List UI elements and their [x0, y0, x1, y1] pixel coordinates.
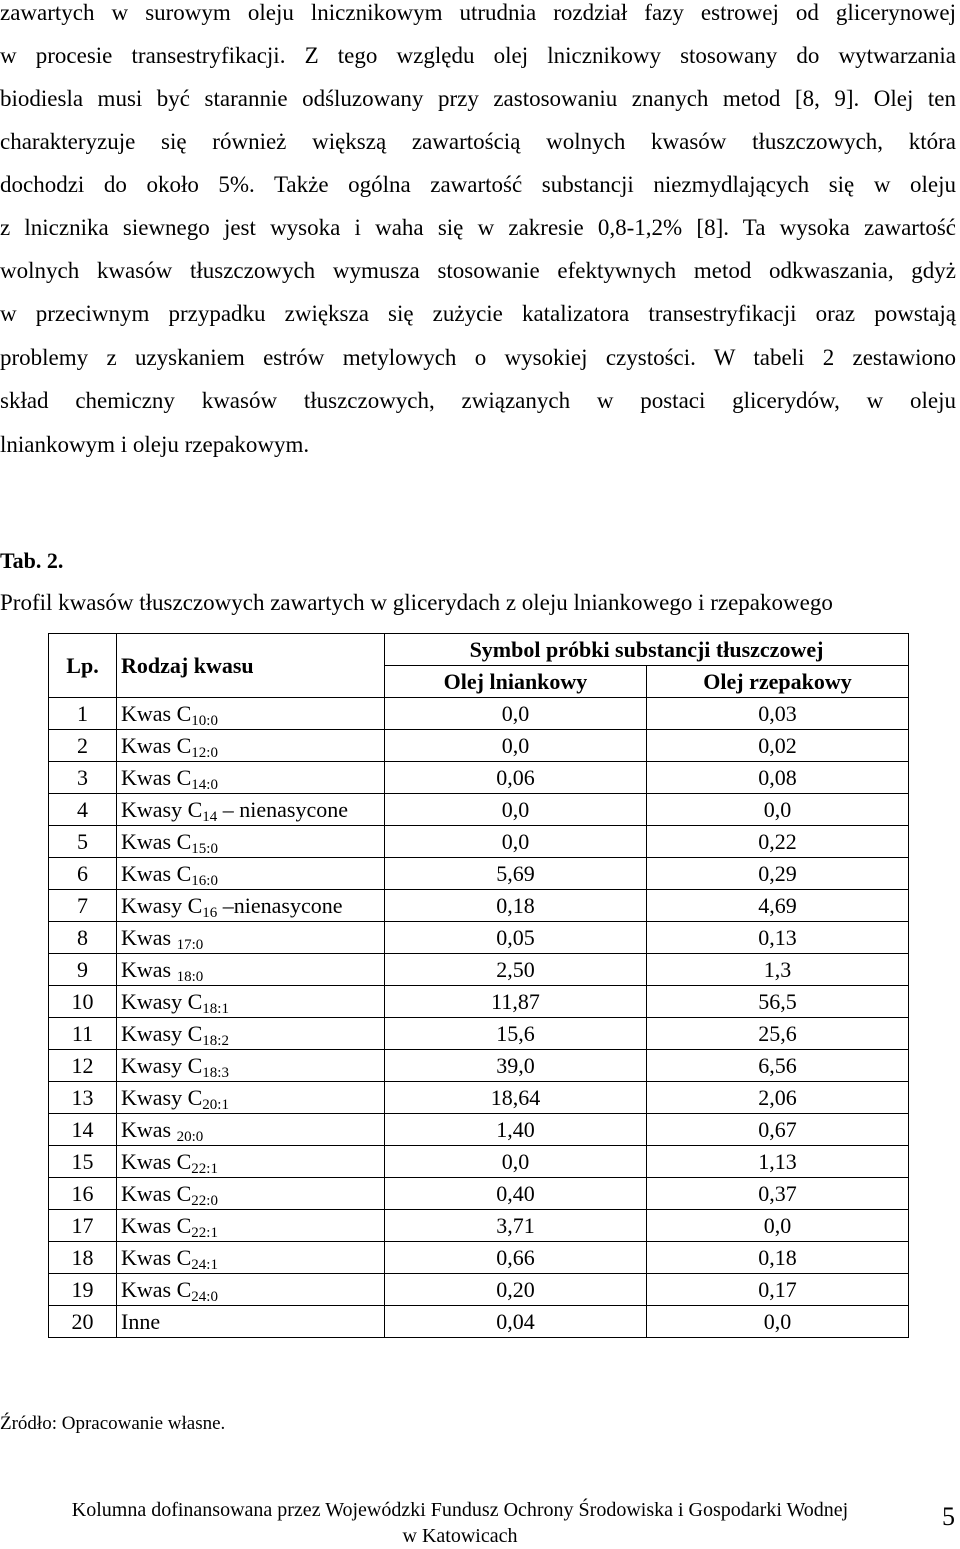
- cell-lp: 5: [49, 826, 117, 858]
- acid-name-text: Kwas C: [121, 1276, 192, 1302]
- header-lniankowy: Olej lniankowy: [385, 666, 647, 698]
- footer-line: w Katowicach: [402, 1525, 518, 1547]
- header-acid-type: Rodzaj kwasu: [117, 634, 385, 698]
- paragraph-line: biodiesla musi być starannie odśluzowany przy zastosowaniu znanych metod [8, 9]. Olej ten: [0, 86, 956, 111]
- cell-lp: 19: [49, 1274, 117, 1306]
- table-row: [49, 1146, 909, 1178]
- carbon-subscript: 17:0: [176, 936, 204, 953]
- cell-rzepakowy: 0,22: [647, 826, 909, 858]
- carbon-subscript: 24:0: [191, 1288, 218, 1305]
- carbon-subscript: 10:0: [191, 712, 218, 729]
- table-row: [49, 1274, 909, 1306]
- cell-lniankowy: 3,71: [385, 1210, 647, 1242]
- cell-lniankowy: 11,87: [385, 986, 647, 1018]
- acid-name-text: Kwas C: [121, 860, 192, 886]
- header-lp: Lp.: [49, 634, 117, 698]
- cell-rzepakowy: 0,0: [647, 1210, 909, 1242]
- cell-lniankowy: 0,0: [385, 698, 647, 730]
- cell-lniankowy: 1,40: [385, 1114, 647, 1146]
- cell-rzepakowy: 1,3: [647, 954, 909, 986]
- cell-rzepakowy: 0,29: [647, 858, 909, 890]
- acid-name-text: Kwas C: [121, 700, 192, 726]
- table-row: [49, 730, 909, 762]
- cell-acid-name: [117, 794, 385, 826]
- cell-lp: 14: [49, 1114, 117, 1146]
- cell-lp: 18: [49, 1242, 117, 1274]
- footer: [40, 1497, 880, 1549]
- carbon-subscript: 16:0: [191, 872, 218, 889]
- acid-name-text: Kwas: [121, 1116, 177, 1142]
- cell-acid-name: [117, 1018, 385, 1050]
- cell-rzepakowy: 0,37: [647, 1178, 909, 1210]
- cell-lniankowy: 15,6: [385, 1018, 647, 1050]
- acid-name-text: Kwas C: [121, 1180, 192, 1206]
- cell-acid-name: [117, 1306, 385, 1338]
- acid-name-suffix: – nienasycone: [217, 796, 349, 822]
- cell-acid-name: [117, 954, 385, 986]
- cell-rzepakowy: 0,17: [647, 1274, 909, 1306]
- acid-name-text: Kwas C: [121, 828, 192, 854]
- acid-name-text: Kwas C: [121, 764, 192, 790]
- cell-lp: 11: [49, 1018, 117, 1050]
- acid-name-text: Kwas: [121, 956, 177, 982]
- cell-lp: 9: [49, 954, 117, 986]
- cell-acid-name: [117, 1178, 385, 1210]
- acid-name-text: Kwasy C: [121, 988, 203, 1014]
- cell-lniankowy: 0,0: [385, 826, 647, 858]
- acid-name-text: Kwasy C: [121, 1084, 203, 1110]
- page-number: 5: [942, 1502, 955, 1531]
- table-label: Tab. 2.: [0, 548, 64, 573]
- cell-lp: 20: [49, 1306, 117, 1338]
- paragraph-line: problemy z uzyskaniem estrów metylowych o wysokiej czystości. W tabeli 2 zestawiono: [0, 345, 956, 370]
- carbon-subscript: 18:0: [176, 968, 204, 985]
- carbon-subscript: 20:1: [202, 1096, 229, 1113]
- cell-acid-name: [117, 858, 385, 890]
- cell-lp: 2: [49, 730, 117, 762]
- cell-lniankowy: 0,66: [385, 1242, 647, 1274]
- cell-acid-name: [117, 1082, 385, 1114]
- cell-acid-name: [117, 762, 385, 794]
- paragraph-line: w procesie transestryfikacji. Z tego względu olej lnicznikowy stosowany do wytwarzania: [0, 43, 956, 68]
- cell-lp: 4: [49, 794, 117, 826]
- fatty-acid-table: [48, 633, 909, 1338]
- carbon-subscript: 18:2: [202, 1032, 229, 1049]
- paragraph-line: skład chemiczny kwasów tłuszczowych, związanych w postaci glicerydów, w oleju: [0, 388, 956, 413]
- table-row: [49, 1050, 909, 1082]
- paragraph-line: w przeciwnym przypadku zwiększa się zużycie katalizatora transestryfikacji oraz powstają: [0, 301, 956, 326]
- header-sample-symbol: Symbol próbki substancji tłuszczowej: [385, 634, 909, 666]
- table-row: [49, 1242, 909, 1274]
- source-note: Źródło: Opracowanie własne.: [0, 1413, 226, 1434]
- table-row: [49, 1178, 909, 1210]
- cell-lniankowy: 0,06: [385, 762, 647, 794]
- cell-rzepakowy: 1,13: [647, 1146, 909, 1178]
- paragraph-line: wolnych kwasów tłuszczowych wymusza stosowanie efektywnych metod odkwaszania, gdyż: [0, 258, 956, 283]
- acid-name-text: Kwas C: [121, 732, 192, 758]
- carbon-subscript: 16: [202, 904, 218, 921]
- table-row: [49, 1018, 909, 1050]
- cell-lniankowy: 0,20: [385, 1274, 647, 1306]
- acid-name-suffix: –nienasycone: [217, 892, 343, 918]
- table-row: [49, 922, 909, 954]
- cell-acid-name: [117, 698, 385, 730]
- cell-rzepakowy: 0,0: [647, 1306, 909, 1338]
- cell-rzepakowy: 0,08: [647, 762, 909, 794]
- cell-lp: 16: [49, 1178, 117, 1210]
- cell-rzepakowy: 2,06: [647, 1082, 909, 1114]
- acid-name-text: Kwas: [121, 924, 177, 950]
- cell-rzepakowy: 4,69: [647, 890, 909, 922]
- cell-lp: 7: [49, 890, 117, 922]
- cell-acid-name: [117, 890, 385, 922]
- carbon-subscript: 22:1: [191, 1160, 218, 1177]
- cell-lniankowy: 0,0: [385, 1146, 647, 1178]
- cell-lp: 15: [49, 1146, 117, 1178]
- table-row: [49, 986, 909, 1018]
- cell-lp: 13: [49, 1082, 117, 1114]
- cell-acid-name: [117, 922, 385, 954]
- table-row: [49, 794, 909, 826]
- cell-lp: 12: [49, 1050, 117, 1082]
- table-row: [49, 858, 909, 890]
- acid-name-text: Kwasy C: [121, 892, 203, 918]
- paragraph-line: z lnicznika siewnego jest wysoka i waha się w zakresie 0,8-1,2% [8]. Ta wysoka zawartość: [0, 215, 956, 240]
- cell-rzepakowy: 0,03: [647, 698, 909, 730]
- cell-lniankowy: 39,0: [385, 1050, 647, 1082]
- carbon-subscript: 20:0: [176, 1128, 204, 1145]
- table-row: [49, 1306, 909, 1338]
- table-row: [49, 954, 909, 986]
- cell-lp: 1: [49, 698, 117, 730]
- table-caption: Profil kwasów tłuszczowych zawartych w glicerydach z oleju lniankowego i rzepakowego: [0, 590, 833, 615]
- carbon-subscript: 12:0: [191, 744, 218, 761]
- cell-acid-name: [117, 1274, 385, 1306]
- cell-rzepakowy: 56,5: [647, 986, 909, 1018]
- carbon-subscript: 14: [202, 808, 218, 825]
- cell-acid-name: [117, 1210, 385, 1242]
- cell-lniankowy: 0,05: [385, 922, 647, 954]
- acid-name-text: Kwasy C: [121, 1052, 203, 1078]
- table-row: [49, 826, 909, 858]
- paragraph-line: dochodzi do około 5%. Także ogólna zawartość substancji niezmydlających się w oleju: [0, 172, 956, 197]
- cell-acid-name: [117, 986, 385, 1018]
- cell-lp: 3: [49, 762, 117, 794]
- cell-lniankowy: 0,0: [385, 730, 647, 762]
- cell-lp: 17: [49, 1210, 117, 1242]
- cell-lniankowy: 0,18: [385, 890, 647, 922]
- cell-rzepakowy: 0,18: [647, 1242, 909, 1274]
- paragraph-line: lniankowym i oleju rzepakowym.: [0, 432, 310, 457]
- cell-lniankowy: 0,40: [385, 1178, 647, 1210]
- cell-acid-name: [117, 826, 385, 858]
- carbon-subscript: 22:1: [191, 1224, 218, 1241]
- acid-name-text: Kwas C: [121, 1244, 192, 1270]
- cell-lp: 10: [49, 986, 117, 1018]
- cell-rzepakowy: 0,0: [647, 794, 909, 826]
- cell-acid-name: [117, 1242, 385, 1274]
- cell-acid-name: [117, 1050, 385, 1082]
- paragraph-line: charakteryzuje się również większą zawartością wolnych kwasów tłuszczowych, która: [0, 129, 956, 154]
- header-rzepakowy: Olej rzepakowy: [647, 666, 909, 698]
- acid-name-text: Kwasy C: [121, 796, 203, 822]
- cell-rzepakowy: 0,13: [647, 922, 909, 954]
- carbon-subscript: 22:0: [191, 1192, 218, 1209]
- cell-lniankowy: 0,0: [385, 794, 647, 826]
- cell-acid-name: [117, 730, 385, 762]
- table-row: [49, 890, 909, 922]
- cell-rzepakowy: 25,6: [647, 1018, 909, 1050]
- cell-rzepakowy: 6,56: [647, 1050, 909, 1082]
- carbon-subscript: 18:3: [202, 1064, 229, 1081]
- table-row: [49, 1082, 909, 1114]
- acid-name-text: Kwas C: [121, 1148, 192, 1174]
- footer-line: Kolumna dofinansowana przez Wojewódzki Fundusz Ochrony Środowiska i Gospodarki Wodnej: [71, 1499, 849, 1521]
- cell-acid-name: [117, 1146, 385, 1178]
- cell-lp: 8: [49, 922, 117, 954]
- acid-name-text: Kwas C: [121, 1212, 192, 1238]
- table-row: [49, 698, 909, 730]
- cell-rzepakowy: 0,67: [647, 1114, 909, 1146]
- cell-rzepakowy: 0,02: [647, 730, 909, 762]
- acid-name-text: Kwasy C: [121, 1020, 203, 1046]
- table-row: [49, 1114, 909, 1146]
- acid-name-text: Inne: [121, 1308, 161, 1334]
- carbon-subscript: 18:1: [202, 1000, 229, 1017]
- carbon-subscript: 24:1: [191, 1256, 218, 1273]
- carbon-subscript: 14:0: [191, 776, 218, 793]
- cell-lniankowy: 18,64: [385, 1082, 647, 1114]
- cell-lniankowy: 0,04: [385, 1306, 647, 1338]
- table-row: [49, 1210, 909, 1242]
- carbon-subscript: 15:0: [191, 840, 218, 857]
- table-row: [49, 762, 909, 794]
- cell-acid-name: [117, 1114, 385, 1146]
- cell-lniankowy: 5,69: [385, 858, 647, 890]
- paragraph-line: zawartych w surowym oleju lnicznikowym utrudnia rozdział fazy estrowej od glicerynowej: [0, 0, 956, 25]
- cell-lp: 6: [49, 858, 117, 890]
- cell-lniankowy: 2,50: [385, 954, 647, 986]
